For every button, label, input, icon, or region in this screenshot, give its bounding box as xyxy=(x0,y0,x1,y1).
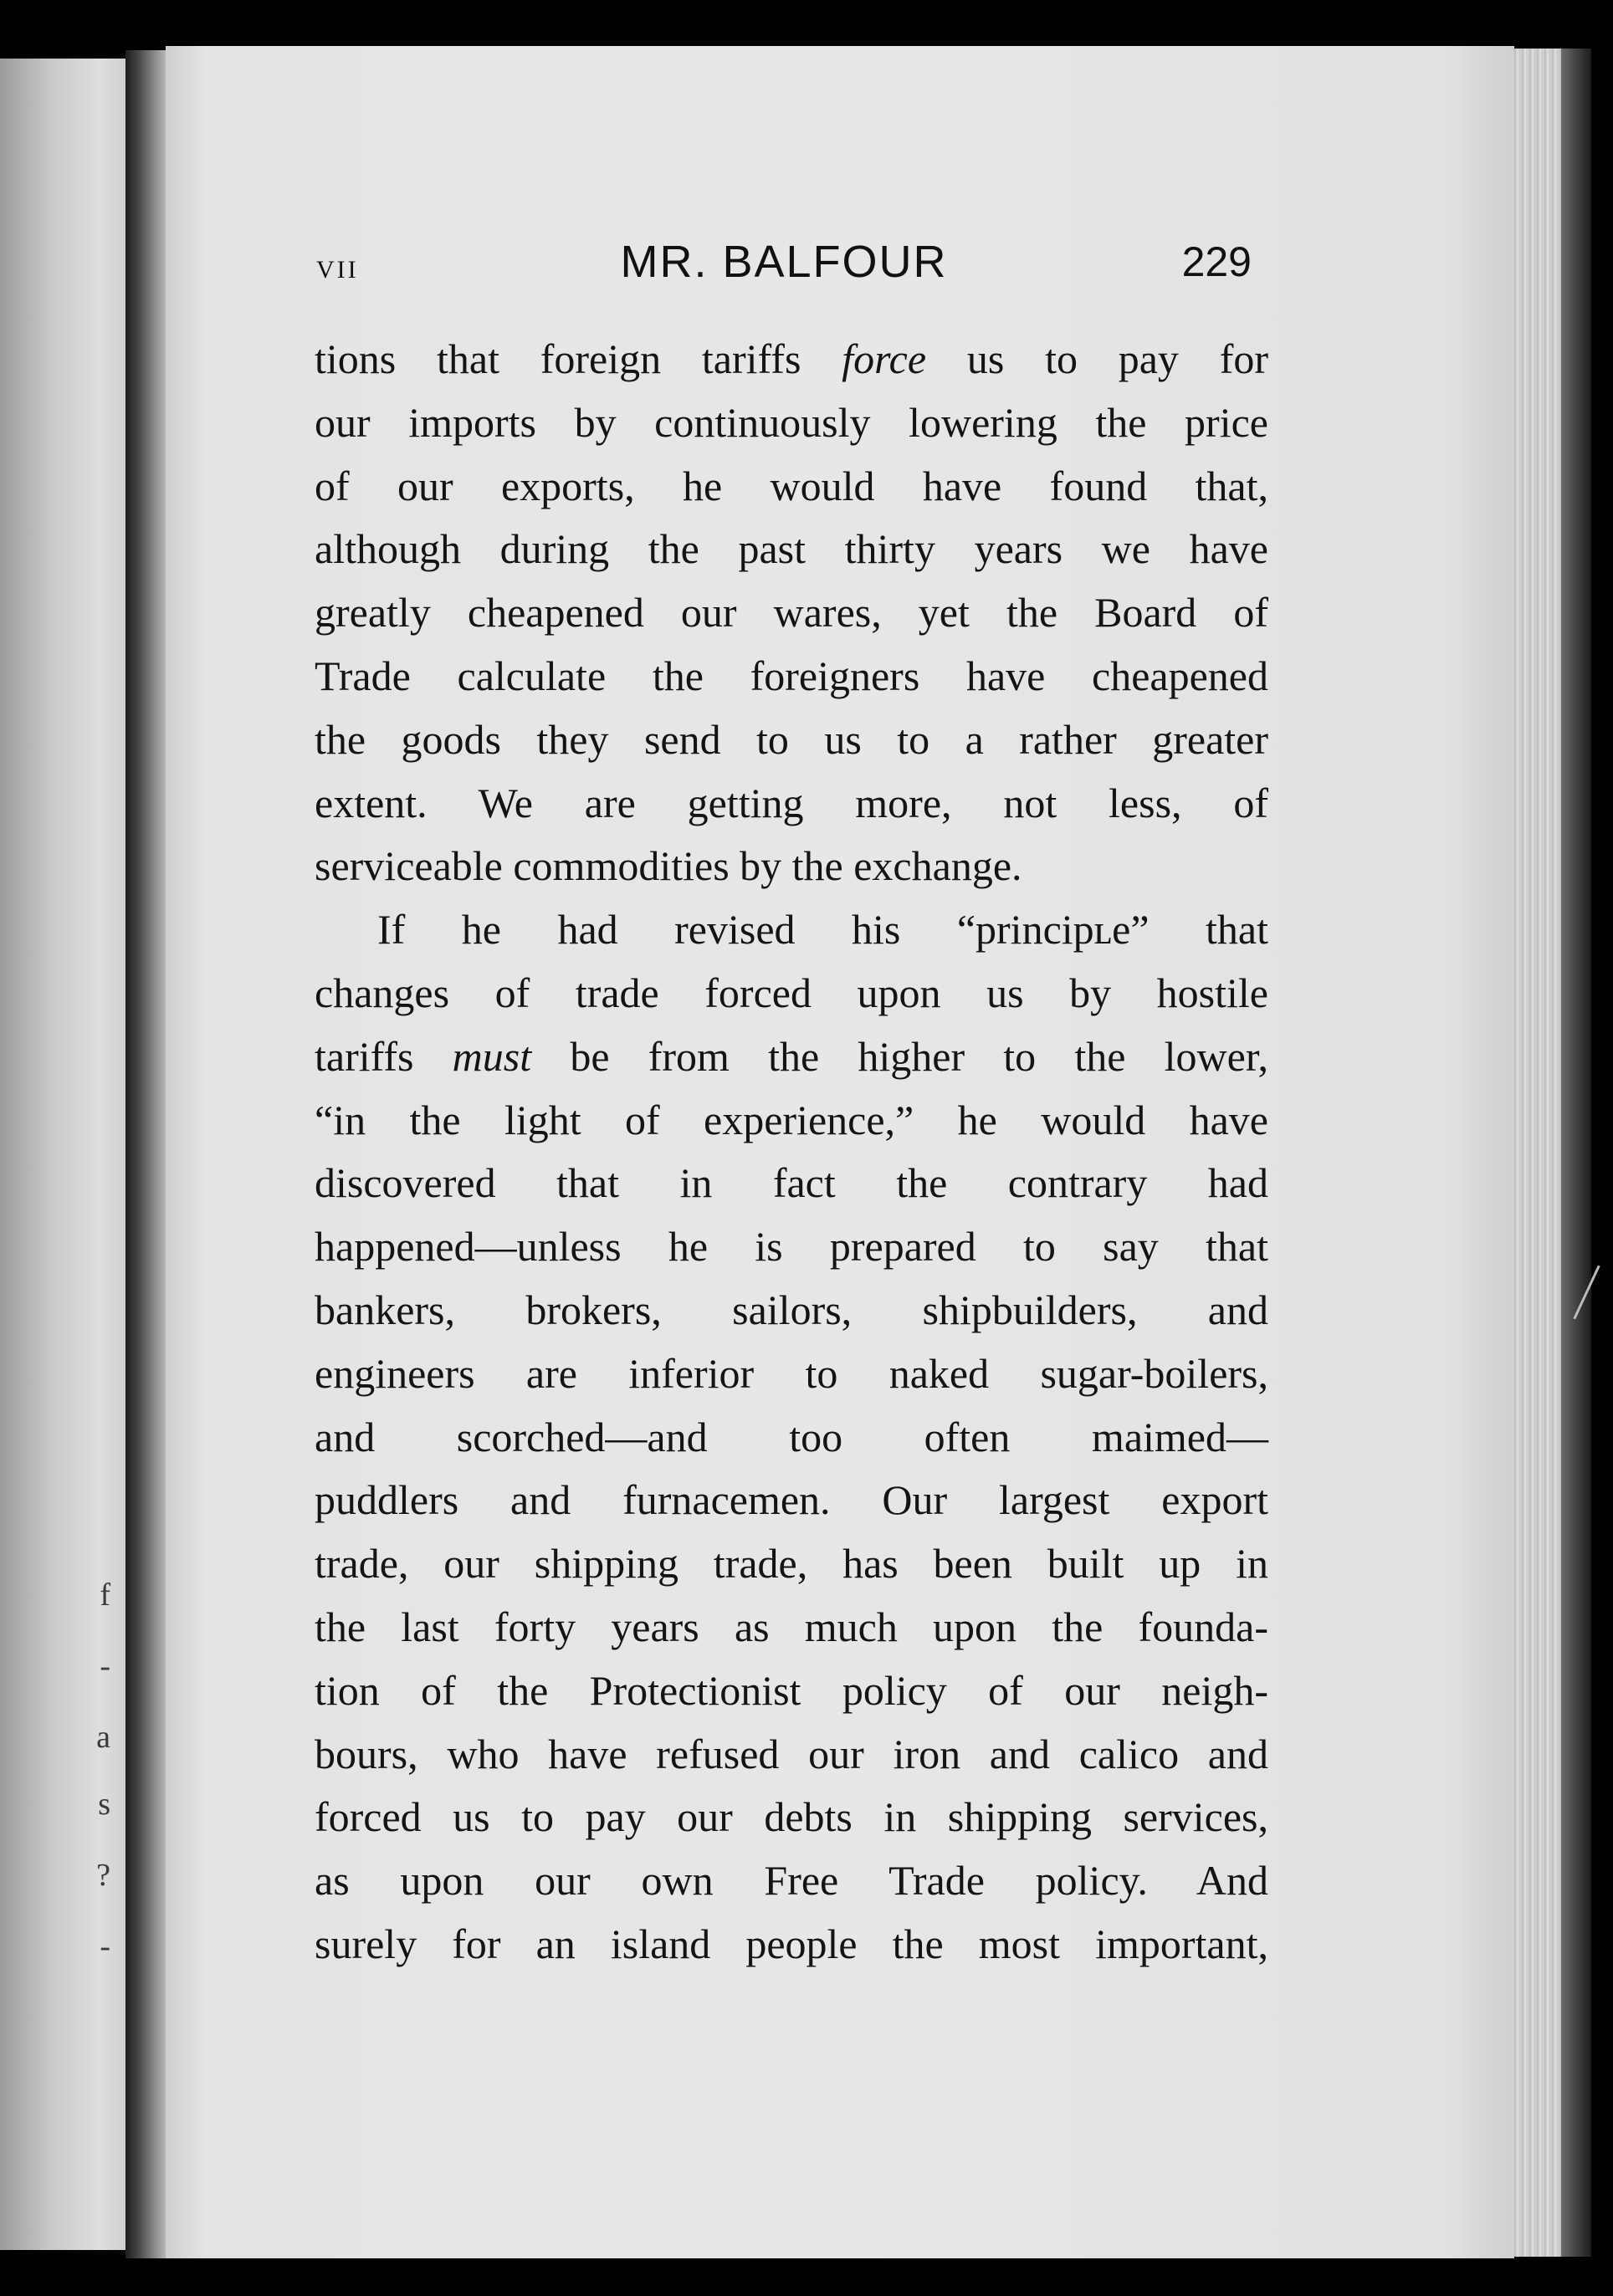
italic-emphasis: must xyxy=(452,1032,532,1080)
text-line xyxy=(315,1025,1268,1089)
edge-char: f xyxy=(100,1578,110,1613)
edge-char: - xyxy=(100,1649,110,1684)
edge-char: a xyxy=(96,1720,110,1755)
text-line: puddlers and furnacemen. Our largest export xyxy=(315,1476,1268,1524)
edge-char: - xyxy=(100,1929,110,1964)
previous-page-edge xyxy=(0,59,125,2250)
text-line: “in the light of experience,” he would have xyxy=(315,1096,1268,1143)
text-line: trade, our shipping trade, has been built up in xyxy=(315,1540,1268,1588)
text-line: If he had revised his “principʟe” that xyxy=(377,906,1268,954)
text-line: of our exports, he would have found that, xyxy=(315,462,1268,509)
running-head xyxy=(316,236,1252,288)
text-run: us to pay for xyxy=(926,335,1268,382)
text-line: engineers are inferior to naked sugar-boilers, xyxy=(315,1349,1268,1397)
text-run: tariffs xyxy=(315,1032,453,1080)
text-line xyxy=(315,328,1268,391)
italic-emphasis: force xyxy=(842,335,927,382)
chapter-number: VII xyxy=(316,256,359,284)
text-line: changes of trade forced upon us by hostile xyxy=(315,969,1268,1016)
gutter-shadow xyxy=(125,50,167,2258)
text-line: happened—unless he is prepared to say that xyxy=(315,1223,1268,1271)
page-number: 229 xyxy=(1181,238,1252,285)
text-line: as upon our own Free Trade policy. And xyxy=(315,1857,1268,1905)
text-line: tion of the Protectionist policy of our neigh- xyxy=(315,1666,1268,1714)
text-line: bours, who have refused our iron and calico and xyxy=(315,1730,1268,1777)
text-line: and scorched—and too often maimed— xyxy=(315,1413,1268,1460)
page-stack-edge xyxy=(1513,49,1561,2257)
text-line: extent. We are getting more, not less, of xyxy=(315,779,1268,826)
text-run: tions that foreign tariffs xyxy=(315,335,842,382)
text-line: forced us to pay our debts in shipping services, xyxy=(315,1793,1268,1841)
text-line: serviceable commodities by the exchange. xyxy=(315,842,1022,890)
text-line: although during the past thirty years we have xyxy=(315,525,1268,573)
edge-char: s xyxy=(98,1787,110,1822)
body-text xyxy=(315,328,1268,1976)
text-line: surely for an island people the most important, xyxy=(315,1920,1268,1967)
text-line: discovered that in fact the contrary had xyxy=(315,1159,1268,1207)
edge-char: ? xyxy=(96,1858,110,1893)
running-title: MR. BALFOUR xyxy=(620,237,948,287)
text-line: the last forty years as much upon the founda- xyxy=(315,1603,1268,1650)
text-line: greatly cheapened our wares, yet the Board of xyxy=(315,589,1268,637)
text-run: be from the higher to the lower, xyxy=(531,1032,1268,1080)
text-line: the goods they send to us to a rather greater xyxy=(315,715,1268,763)
text-line: our imports by continuously lowering the price xyxy=(315,398,1268,446)
text-line: Trade calculate the foreigners have cheapened xyxy=(315,652,1268,699)
right-shadow xyxy=(1561,49,1591,2257)
text-line: bankers, brokers, sailors, shipbuilders, and xyxy=(315,1286,1268,1333)
